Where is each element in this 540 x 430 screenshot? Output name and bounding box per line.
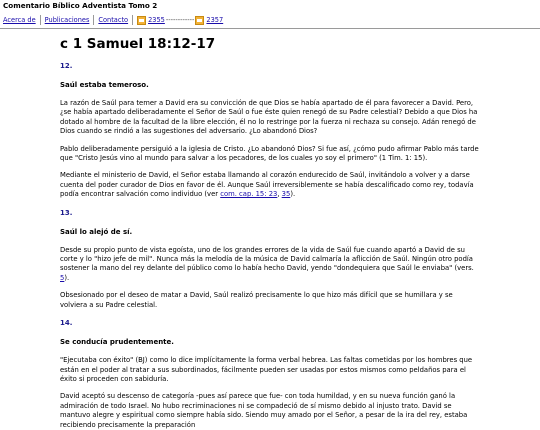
paragraph-text: , <box>277 190 282 199</box>
verse-heading: Saúl lo alejó de sí. <box>60 227 133 236</box>
paragraph <box>60 246 480 284</box>
top-navigation-bar <box>0 0 540 29</box>
next-page-icon[interactable] <box>195 16 204 25</box>
verse-heading: Saúl estaba temeroso. <box>60 81 149 89</box>
paragraph <box>60 171 480 199</box>
cross-reference-link[interactable]: 35 <box>281 190 291 199</box>
verse-heading: Se conducía prudentemente. <box>60 338 174 347</box>
verse-number: 13. <box>60 208 73 217</box>
paragraph: Pablo deliberadamente persiguió a la iglesia de Cristo. ¿Lo abandonó Dios? Si fue así, ¿cómo pudo afirmar Pablo más tarde que "Cristo Jesús vino al mundo para salvar a los pecadores, de los cuales yo soy el primero" (1 Tim. 1: 15). <box>60 144 479 163</box>
cross-reference-link[interactable]: com. cap. 15: 23 <box>220 190 278 199</box>
nav-divider <box>40 15 41 25</box>
publications-link[interactable]: Publicaciones <box>44 16 90 24</box>
page-title: c 1 Samuel 18:12-17 <box>60 36 216 52</box>
paragraph-text: Mediante el ministerio de David, el Señor estaba llamando al corazón endurecido de Saúl, invitándolo a volver y a darse cuenta del poder curador de Dios en favor de él. Aunque Saúl irreversiblemente se había descalificado como rey, todavía podía encontrar salvación como individuo (ver <box>60 171 474 199</box>
nav-divider <box>132 15 133 25</box>
paragraph-text: ). <box>290 190 296 199</box>
paragraph-text: ). <box>64 273 70 282</box>
contact-link[interactable]: Contacto <box>98 16 129 24</box>
about-link[interactable]: Acerca de <box>3 16 36 24</box>
paragraph: Obsesionado por el deseo de matar a David, Saúl realizó precisamente lo que hizo más difícil que se humillara y se volviera a su Padre celestial. <box>60 291 453 309</box>
verse-number: 12. <box>60 62 73 70</box>
previous-page-icon[interactable] <box>137 16 146 25</box>
commentary-content <box>60 35 480 430</box>
paragraph: "Ejecutaba con éxito" (BJ) como lo dice implícitamente la forma verbal hebrea. Las faltas cometidas por los hombres que están en el poder al tratar a sus subordinados, fácilmente pueden ser usadas por estos mismos como peldaños para el éxito si proceden con sabiduría. <box>60 356 473 383</box>
previous-page-link[interactable]: 2355 <box>148 16 165 24</box>
book-title: Comentario Bíblico Adventista Tomo 2 <box>3 1 158 10</box>
verse-reference-link[interactable]: 5 <box>60 273 65 282</box>
paragraph: La razón de Saúl para temer a David era su convicción de que Dios se había apartado de él para favorecer a David. Pero, ¿se había apartado deliberadamente el Señor de Saúl o fue éste quien renegó de su Padre celestial? Debido a que Dios ha dotado al hombre de la facultad de la libre elección, él no lo restringe por la fuerza ni rechaza su consejo. Adán renegó de Dios cuando se rindió a las sugestiones del adversario. ¿Lo abandonó Dios? <box>60 99 478 136</box>
page-dashes: ------------ <box>165 16 195 24</box>
verse-number: 14. <box>60 319 73 328</box>
nav-links <box>3 14 223 26</box>
nav-divider <box>93 15 94 25</box>
next-page-link[interactable]: 2357 <box>206 16 224 24</box>
paragraph: David aceptó su descenso de categoría -pues así parece que fue- con toda humildad, y en su nueva función ganó la admiración de todo Israel. No hubo recriminaciones ni se compadeció de sí mismo debido al injusto trato. David se mantuvo alegre y espiritual como siempre había sido. Siendo muy amado por el Señor, a pesar de la ira del rey, estaba recibiendo precisamente la preparación <box>60 392 468 429</box>
paragraph-text: Desde su propio punto de vista egoísta, uno de los grandes errores de la vida de Saúl fue cuando apartó a David de su corte y lo "hizo jefe de mil". Nunca más la melodía de la música de David calmaría la aflicción de Saúl. Ningún otro podía sostener la mano del rey delante del público como lo había hecho David, yendo "dondequiera que Saúl le enviaba" (vers. <box>60 245 474 273</box>
